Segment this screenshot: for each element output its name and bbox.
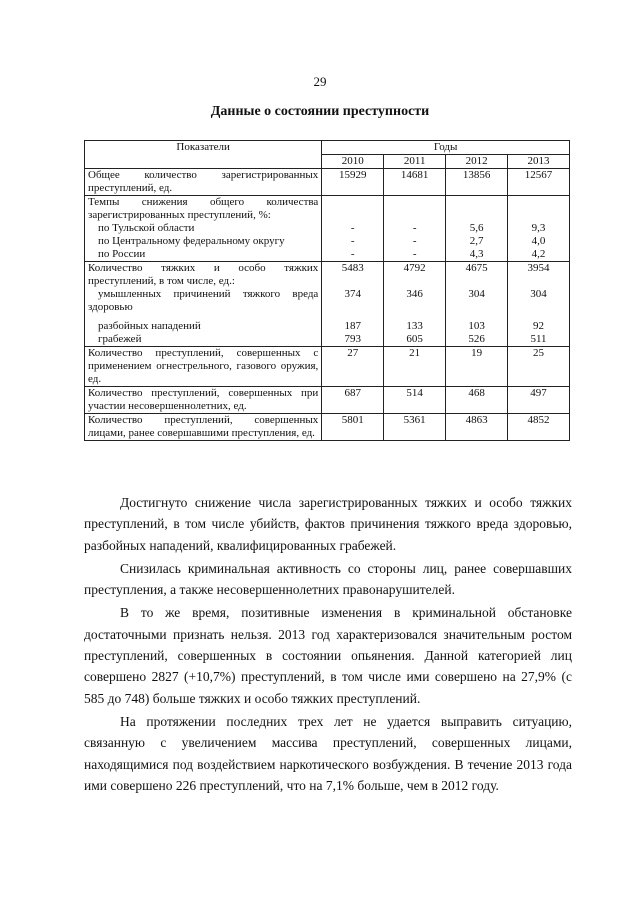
cell-value: - [350,248,355,260]
row-label-main: Темпы снижения общего количества зарегистрированных преступлений, %: [88,196,319,221]
year-header: 2012 [446,155,508,169]
cell-value: 15929 [322,169,384,196]
cell-value: 133 [406,320,423,332]
cell-value-group [322,262,384,347]
table-header-row [85,141,570,155]
page-number: 29 [313,74,327,89]
cell-value: 687 [322,387,384,414]
cell-value-group [508,262,570,347]
sub-row-label: по Центральному федеральному округу [98,235,285,247]
cell-value: 4675 [465,262,488,274]
cell-value: - [350,235,355,247]
cell-value: 5,6 [469,222,484,234]
cell-value: 4,2 [531,248,546,260]
cell-value: 304 [468,288,485,300]
table-row [85,347,570,387]
paragraph: Достигнуто снижение числа зарегистрированных тяжких и особо тяжких преступлений, в том числе убийств, фактов причинения тяжкого вреда здоровью, разбойных нападений, квалифицированных грабежей. [84,495,572,553]
cell-value: - [412,235,417,247]
cell-value: 19 [446,347,508,387]
header-indicators: Показатели [85,141,322,169]
year-header: 2010 [322,155,384,169]
cell-value: 3954 [527,262,550,274]
year-header: 2013 [508,155,570,169]
cell-value-group [322,196,384,262]
cell-value: 27 [322,347,384,387]
cell-value-group [384,196,446,262]
cell-value: 4,3 [469,248,484,260]
cell-value: 605 [406,333,423,345]
cell-value: 5483 [341,262,364,274]
cell-value: 4863 [446,414,508,441]
cell-value: 497 [508,387,570,414]
table-row [85,414,570,441]
year-header: 2011 [384,155,446,169]
cell-value: 2,7 [469,235,484,247]
cell-value: 187 [344,320,362,332]
cell-value: 5801 [322,414,384,441]
paragraph: Снизилась криминальная активность со стороны лиц, ранее совершавших преступления, а также несовершеннолетних правонарушителей. [84,560,572,598]
cell-value: 793 [344,333,362,345]
cell-value: 5361 [384,414,446,441]
cell-value: 4,0 [531,235,546,247]
cell-value: 92 [533,320,545,332]
cell-value-group [446,196,508,262]
cell-value: 103 [468,320,485,332]
cell-value: 374 [344,288,362,300]
sub-row-label: разбойных нападений [98,320,201,332]
table-row [85,196,570,262]
body-text [84,492,572,798]
cell-value: 511 [530,333,547,345]
cell-value: 514 [384,387,446,414]
cell-value: - [412,248,417,260]
cell-value: 9,3 [531,222,546,234]
cell-value-group [384,262,446,347]
crime-statistics-table [84,140,570,441]
cell-value: 14681 [384,169,446,196]
cell-value: - [412,222,417,234]
table-row [85,387,570,414]
paragraph: На протяжении последних трех лет не удается выправить ситуацию, связанную с увеличением массива преступлений, совершенных лицами, находящимися под воздействием наркотического возбуждения. В течение 2013 года ими совершено 226 преступлений, что на 7,1% больше, чем в 2012 году. [84,713,572,793]
cell-value: 4852 [508,414,570,441]
row-label [85,196,322,262]
cell-value: 25 [508,347,570,387]
sub-row-label: грабежей [98,333,142,345]
cell-value: - [350,222,355,234]
cell-value: 526 [468,333,485,345]
paragraph: В то же время, позитивные изменения в криминальной обстановке достаточными признать нельзя. 2013 год характеризовался значительным ростом преступлений, совершенных в состоянии опьянения. Данной категорией лиц совершено 2827 (+10,7%) преступлений, в том числе ими совершено на 27,9% (с 585 до 748) больше тяжких и особо тяжких преступлений. [84,605,572,706]
cell-value: 21 [384,347,446,387]
row-label: Общее количество зарегистрированных преступлений, ед. [85,169,322,196]
table-row [85,169,570,196]
cell-value: 4792 [403,262,426,274]
row-label [85,262,322,347]
sub-row-label: по России [98,248,146,260]
row-label-main: Количество тяжких и особо тяжких преступлений, в том числе, ед.: [88,262,319,287]
cell-value: 13856 [446,169,508,196]
cell-value-group [446,262,508,347]
row-label: Количество преступлений, совершенных при участии несовершеннолетних, ед. [85,387,322,414]
header-years: Годы [322,141,570,155]
cell-value-group [508,196,570,262]
row-label: Количество преступлений, совершенных лицами, ранее совершавшими преступления, ед. [85,414,322,441]
document-title: Данные о состоянии преступности [210,104,430,119]
cell-value: 304 [530,288,547,300]
cell-value: 468 [446,387,508,414]
sub-row-label: по Тульской области [98,222,195,234]
row-label: Количество преступлений, совершенных с применением огнестрельного, газового оружия, ед. [85,347,322,387]
cell-value: 346 [406,288,423,300]
sub-row-label: умышленных причинений тяжкого вреда здоровью [88,288,319,313]
table-row [85,262,570,347]
cell-value: 12567 [508,169,570,196]
